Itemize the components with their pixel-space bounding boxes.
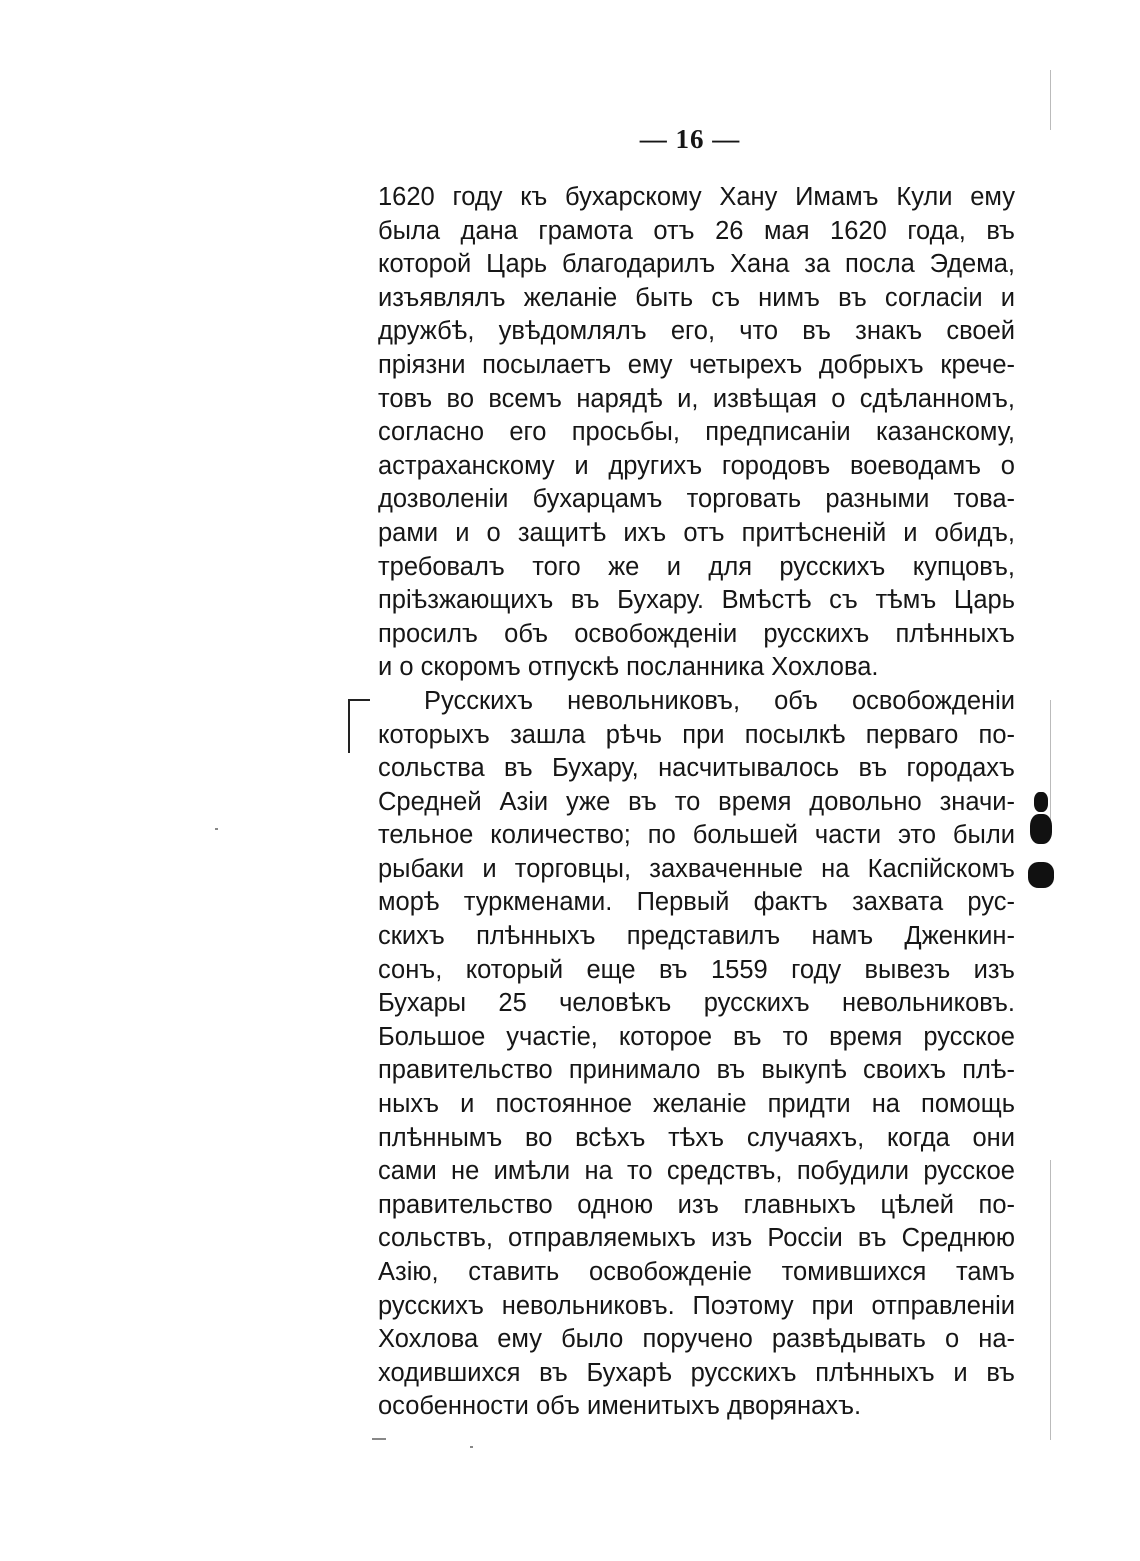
- text-line: ходившихся въ Бухарѣ русскихъ плѣнныхъ и въ: [378, 1358, 1015, 1387]
- text-line: астраханскому и другихъ городовъ воеводамъ о: [378, 451, 1015, 480]
- text-line: 1620 году къ бухарскому Хану Имамъ Кули ему: [378, 183, 1015, 211]
- text-line: товъ во всемъ нарядѣ и, извѣщая о сдѣланномъ,: [378, 384, 1015, 413]
- text-line: изъявлялъ желанiе быть съ нимъ въ согласiи и: [378, 283, 1015, 312]
- scan-speck: [470, 1446, 473, 1448]
- text-line: плѣннымъ во всѣхъ тѣхъ случаяхъ, когда они: [378, 1123, 1015, 1152]
- text-line: и о скоромъ отпускѣ посланника Хохлова.: [378, 653, 879, 682]
- text-line: Бухары 25 человѣкъ русскихъ невольниковъ.: [378, 989, 1015, 1018]
- text-line: Средней Азiи уже въ то время довольно значи-: [378, 787, 1015, 816]
- paragraph: [378, 685, 1015, 1424]
- text-line: которыхъ зашла рѣчь при посылкѣ перваго по-: [378, 720, 1015, 749]
- paragraph: [378, 181, 1015, 685]
- text-line: Хохлова ему было поручено развѣдывать о на-: [378, 1325, 1015, 1354]
- text-line: морѣ туркменами. Первый фактъ захвата рус-: [378, 888, 1015, 917]
- ink-blot: [1034, 792, 1048, 812]
- text-line: согласно его просьбы, предписанiи казанскому,: [378, 418, 1015, 447]
- text-line: дружбѣ, увѣдомлялъ его, что въ знакъ своей: [378, 317, 1015, 346]
- page-number: — 16 —: [639, 124, 741, 154]
- scan-edge-line: [1050, 1160, 1051, 1440]
- text-line: прiязни посылаетъ ему четырехъ добрыхъ крече-: [378, 350, 1015, 379]
- text-line: просилъ объ освобожденiи русскихъ плѣнныхъ: [378, 619, 1015, 648]
- text-line: Большое участiе, которое въ то время русское: [378, 1022, 1015, 1051]
- paragraph-bracket-mark: [348, 699, 370, 753]
- text-line: сонъ, который еще въ 1559 году вывезъ изъ: [378, 955, 1015, 984]
- text-line: сольствъ, отправляемыхъ изъ Россiи въ Среднюю: [378, 1224, 1015, 1253]
- text-line: Русскихъ невольниковъ, объ освобожденiи: [424, 686, 1015, 715]
- text-line: правительство одною изъ главныхъ цѣлей по-: [378, 1190, 1015, 1219]
- text-line: рыбаки и торговцы, захваченные на Каспiйскомъ: [378, 854, 1015, 883]
- text-line: правительство принимало въ выкупѣ своихъ плѣ-: [378, 1056, 1015, 1085]
- text-line: Азiю, ставить освобожденiе томившихся тамъ: [378, 1258, 1015, 1286]
- ink-blot: [1030, 814, 1052, 844]
- text-line: сами не имѣли на то средствъ, побудили русское: [378, 1157, 1015, 1186]
- text-line: требовалъ того же и для русскихъ купцовъ,: [378, 552, 1015, 581]
- scan-speck: [372, 1438, 386, 1440]
- body-text: [378, 181, 1015, 1424]
- text-line: дозволенiи бухарцамъ торговать разными това-: [378, 485, 1015, 514]
- scan-edge-line: [1050, 70, 1051, 130]
- text-line: ныхъ и постоянное желанiе придти на помощь: [378, 1090, 1015, 1119]
- text-line: тельное количество; по большей части это были: [378, 821, 1015, 850]
- text-line: рами и о защитѣ ихъ отъ притѣсненiй и обидъ,: [378, 518, 1015, 547]
- scan-speck: [215, 828, 218, 830]
- text-line: которой Царь благодарилъ Хана за посла Эдема,: [378, 250, 1015, 279]
- text-line: особенности объ именитыхъ дворянахъ.: [378, 1392, 862, 1421]
- text-line: скихъ плѣнныхъ представилъ намъ Дженкин-: [378, 922, 1015, 951]
- text-line: была дана грамота отъ 26 мая 1620 года, въ: [378, 216, 1015, 245]
- ink-blot: [1028, 862, 1054, 888]
- text-line: сольства въ Бухару, насчитывалось въ городахъ: [378, 754, 1015, 783]
- scan-edge-line: [1050, 700, 1051, 820]
- text-line: прiѣзжающихъ въ Бухару. Вмѣстѣ съ тѣмъ Царь: [378, 586, 1015, 615]
- text-line: русскихъ невольниковъ. Поэтому при отправленiи: [378, 1291, 1015, 1320]
